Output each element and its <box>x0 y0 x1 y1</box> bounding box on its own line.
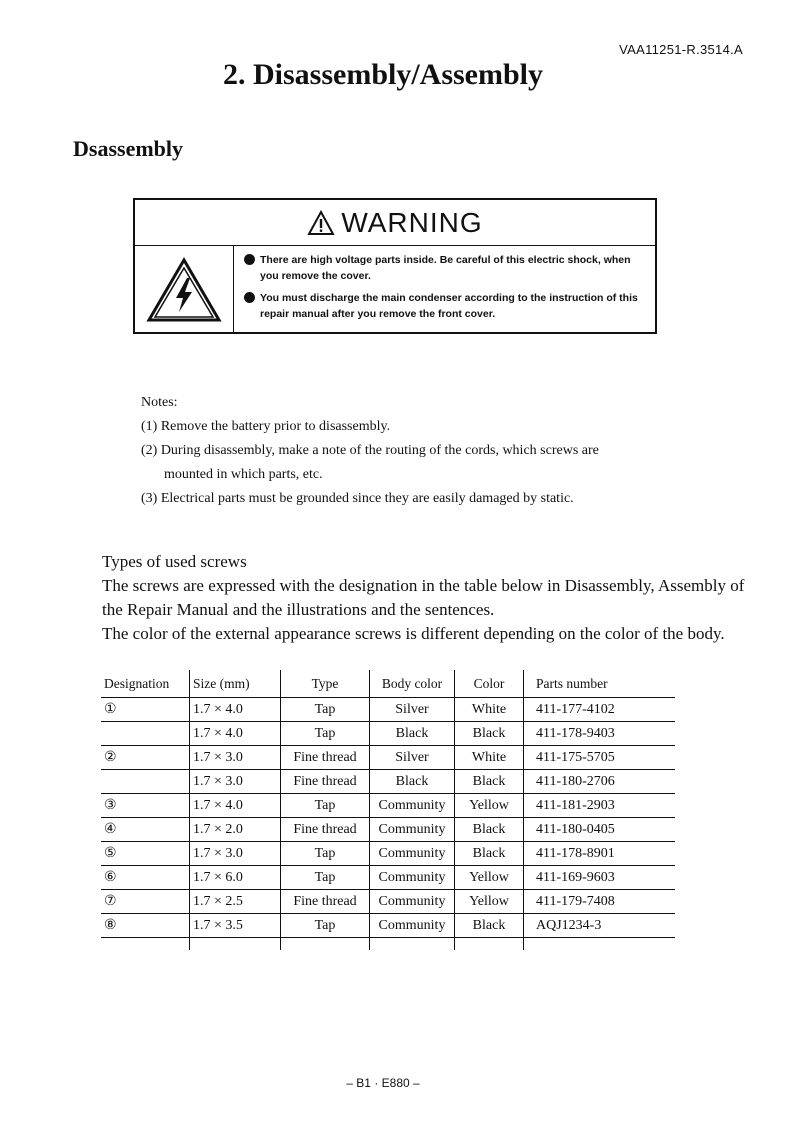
table-row <box>101 818 675 842</box>
type-cell: Tap <box>281 794 370 818</box>
color-cell: Black <box>455 722 524 746</box>
note-item: (3) Electrical parts must be grounded since they are easily damaged by static. <box>141 491 574 506</box>
size-cell: 1.7 × 4.0 <box>190 794 281 818</box>
section-title: Dsassembly <box>73 136 184 161</box>
warning-box <box>133 198 657 334</box>
note-item: (2) During disassembly, make a note of the routing of the cords, which screws are <box>141 443 599 458</box>
type-cell: Fine thread <box>281 746 370 770</box>
part-number-cell: AQJ1234-3 <box>524 914 676 938</box>
type-cell: Tap <box>281 866 370 890</box>
table-row <box>101 914 675 938</box>
body-color-cell: Community <box>370 842 455 866</box>
size-cell: 1.7 × 4.0 <box>190 722 281 746</box>
color-cell: Yellow <box>455 890 524 914</box>
type-cell: Fine thread <box>281 818 370 842</box>
color-cell: Black <box>455 842 524 866</box>
designation-cell: ⑤ <box>101 842 190 866</box>
designation-cell: ⑦ <box>101 890 190 914</box>
part-number-cell: 411-175-5705 <box>524 746 676 770</box>
body-color-cell: Community <box>370 794 455 818</box>
body-color-cell: Silver <box>370 746 455 770</box>
warning-text: There are high voltage parts inside. Be careful of this electric shock, when you remove the cover. <box>260 254 631 282</box>
designation-cell <box>101 722 190 746</box>
size-cell: 1.7 × 2.5 <box>190 890 281 914</box>
body-color-cell: Community <box>370 890 455 914</box>
size-cell: 1.7 × 3.0 <box>190 842 281 866</box>
size-cell: 1.7 × 6.0 <box>190 866 281 890</box>
screws-intro <box>102 550 762 646</box>
column-header: Parts number <box>524 670 676 698</box>
bullet-icon <box>244 292 255 303</box>
color-cell: Black <box>455 770 524 794</box>
column-header: Size (mm) <box>190 670 281 698</box>
designation-cell: ① <box>101 698 190 722</box>
notes-heading: Notes: <box>141 395 178 410</box>
empty-cell <box>190 938 281 951</box>
type-cell: Tap <box>281 722 370 746</box>
type-cell: Fine thread <box>281 890 370 914</box>
size-cell: 1.7 × 2.0 <box>190 818 281 842</box>
part-number-cell: 411-177-4102 <box>524 698 676 722</box>
body-color-cell: Black <box>370 722 455 746</box>
table-row <box>101 890 675 914</box>
table-row <box>101 842 675 866</box>
size-cell: 1.7 × 3.5 <box>190 914 281 938</box>
warning-triangle-icon <box>307 210 335 236</box>
warning-title: WARNING <box>341 206 483 238</box>
warning-header <box>135 200 655 246</box>
table-row <box>101 770 675 794</box>
note-item: (1) Remove the battery prior to disassembly. <box>141 419 391 434</box>
designation-cell <box>101 770 190 794</box>
color-cell: Black <box>455 914 524 938</box>
part-number-cell: 411-178-9403 <box>524 722 676 746</box>
note-item-continuation: mounted in which parts, etc. <box>164 467 323 482</box>
warning-list <box>234 246 655 333</box>
type-cell: Fine thread <box>281 770 370 794</box>
screws-paragraph: The screws are expressed with the designation in the table below in Disassembly, Assembly of the Repair Manual and the illustrations and the sentences. <box>102 576 745 619</box>
table-row <box>101 794 675 818</box>
column-header: Color <box>455 670 524 698</box>
designation-cell: ⑥ <box>101 866 190 890</box>
screws-heading: Types of used screws <box>102 552 247 571</box>
column-header: Body color <box>370 670 455 698</box>
color-cell: White <box>455 698 524 722</box>
part-number-cell: 411-169-9603 <box>524 866 676 890</box>
screw-table <box>101 670 675 950</box>
body-color-cell: Silver <box>370 698 455 722</box>
body-color-cell: Community <box>370 866 455 890</box>
body-color-cell: Black <box>370 770 455 794</box>
page-footer: – B1 · E880 – <box>346 1076 420 1090</box>
part-number-cell: 411-178-8901 <box>524 842 676 866</box>
document-code: VAA11251-R.3514.A <box>619 42 743 57</box>
warning-icon-cell <box>135 246 234 333</box>
column-header: Type <box>281 670 370 698</box>
designation-cell: ⑧ <box>101 914 190 938</box>
bullet-icon <box>244 254 255 265</box>
part-number-cell: 411-179-7408 <box>524 890 676 914</box>
color-cell: Yellow <box>455 794 524 818</box>
notes <box>141 391 701 511</box>
table-tail-row <box>101 938 675 951</box>
body-color-cell: Community <box>370 818 455 842</box>
color-cell: White <box>455 746 524 770</box>
column-header: Designation <box>101 670 190 698</box>
size-cell: 1.7 × 3.0 <box>190 746 281 770</box>
table-body <box>101 698 675 951</box>
type-cell: Tap <box>281 698 370 722</box>
page-title: 2. Disassembly/Assembly <box>222 58 544 91</box>
empty-cell <box>281 938 370 951</box>
screws-paragraph: The color of the external appearance screws is different depending on the color of the body. <box>102 624 725 643</box>
warning-body <box>135 246 655 333</box>
table-row <box>101 866 675 890</box>
body-color-cell: Community <box>370 914 455 938</box>
table-row <box>101 746 675 770</box>
empty-cell <box>524 938 676 951</box>
empty-cell <box>370 938 455 951</box>
empty-cell <box>101 938 190 951</box>
type-cell: Tap <box>281 914 370 938</box>
color-cell: Yellow <box>455 866 524 890</box>
warning-text: You must discharge the main condenser according to the instruction of this repair manual after you remove the front cover. <box>260 292 638 320</box>
designation-cell: ④ <box>101 818 190 842</box>
designation-cell: ③ <box>101 794 190 818</box>
part-number-cell: 411-180-2706 <box>524 770 676 794</box>
part-number-cell: 411-181-2903 <box>524 794 676 818</box>
size-cell: 1.7 × 3.0 <box>190 770 281 794</box>
empty-cell <box>455 938 524 951</box>
color-cell: Black <box>455 818 524 842</box>
high-voltage-icon <box>145 256 223 324</box>
table-row <box>101 722 675 746</box>
warning-item <box>244 290 649 322</box>
table-header-row <box>101 670 675 698</box>
size-cell: 1.7 × 4.0 <box>190 698 281 722</box>
designation-cell: ② <box>101 746 190 770</box>
type-cell: Tap <box>281 842 370 866</box>
warning-item <box>244 252 649 284</box>
part-number-cell: 411-180-0405 <box>524 818 676 842</box>
table-row <box>101 698 675 722</box>
